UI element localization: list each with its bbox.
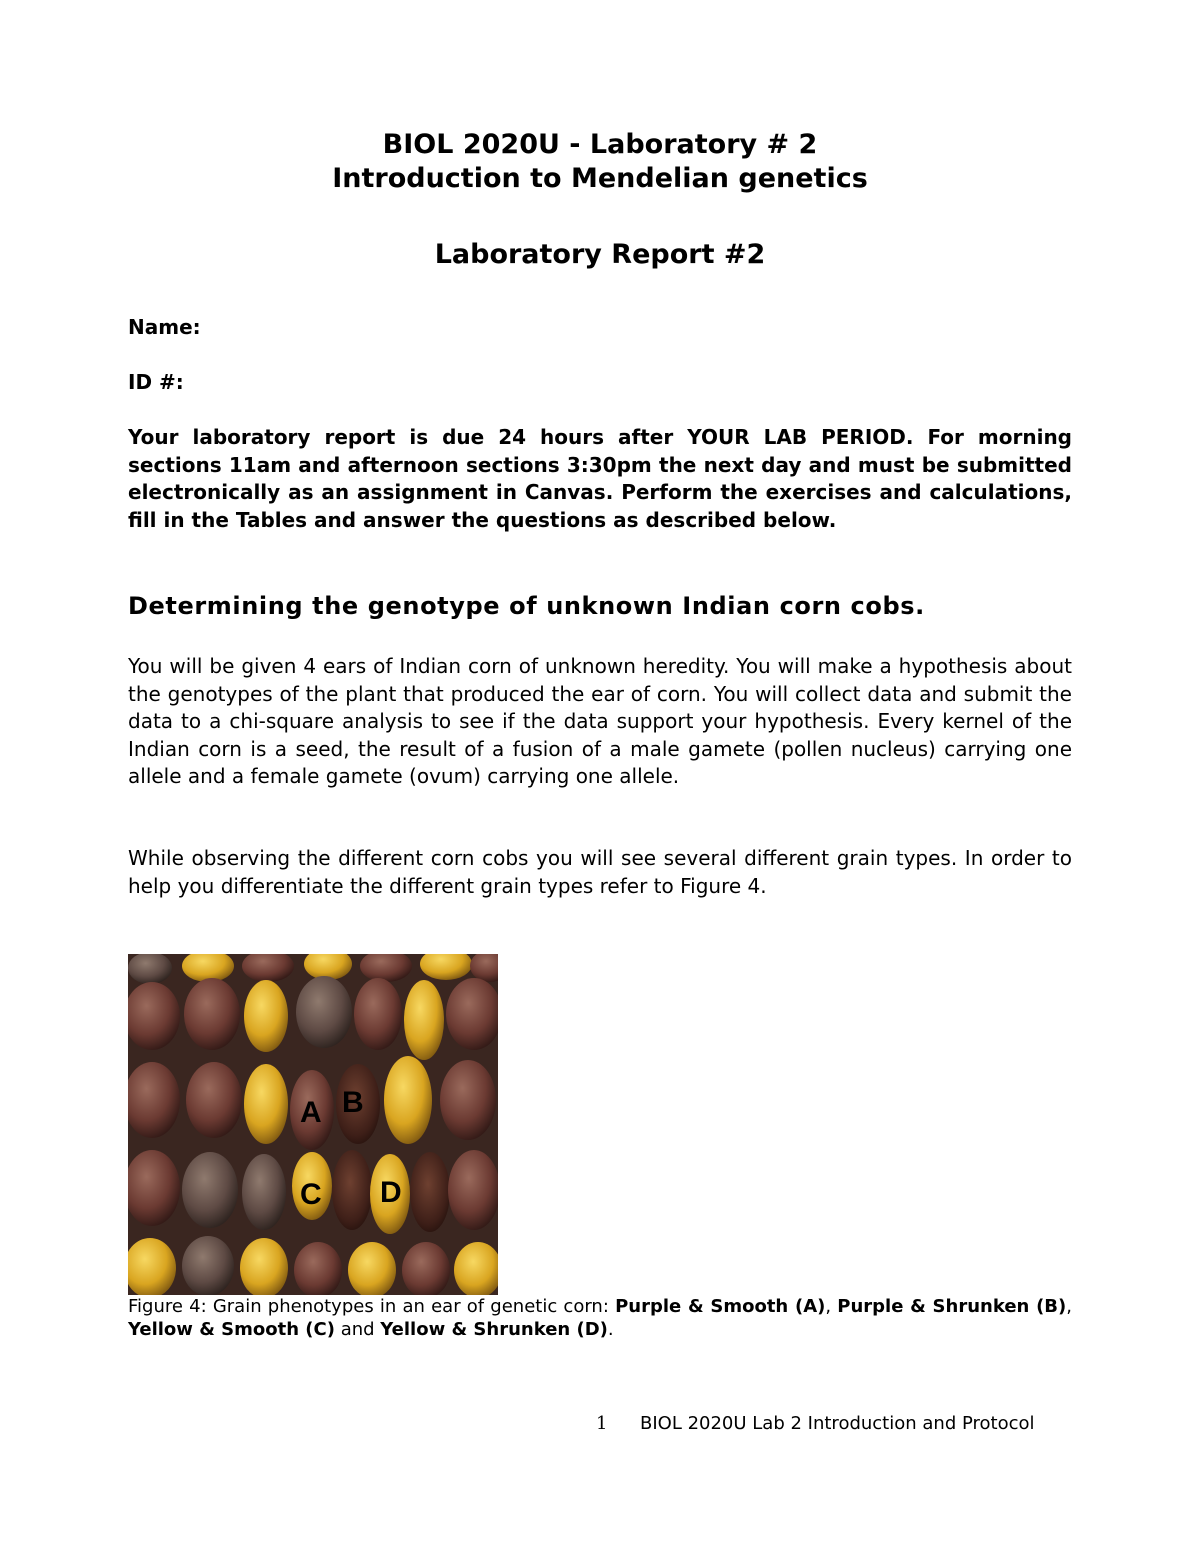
kernel-label-c: C [300, 1178, 322, 1211]
name-field-label: Name: [128, 315, 201, 339]
observation-paragraph: While observing the different corn cobs you will see several different grain types. In order to help you differentiate the different grain types refer to Figure 4. [128, 846, 1072, 898]
caption-separator: and [334, 1319, 381, 1340]
phenotype-b: Purple & Shrunken (B) [837, 1296, 1067, 1317]
phenotype-a: Purple & Smooth (A) [615, 1296, 826, 1317]
caption-prefix: Figure 4: Grain phenotypes in an ear of genetic corn: [128, 1296, 616, 1317]
kernel-label-a: A [300, 1096, 322, 1129]
kernel-label-b: B [342, 1086, 364, 1119]
caption-separator: , [1066, 1296, 1072, 1317]
id-field-label: ID #: [128, 370, 184, 394]
caption-separator: , [825, 1296, 838, 1317]
caption-end: . [607, 1319, 614, 1340]
corn-kernel-photo [128, 954, 498, 1295]
kernel-label-d: D [380, 1176, 402, 1209]
intro-paragraph: You will be given 4 ears of Indian corn of unknown heredity. You will make a hypothesis about the genotypes of the plant that produced the ear of corn. You will collect data and submit the data to a chi-square analysis to see if the data support your hypothesis. Every kernel of the Indian corn is a seed, the result of a fusion of a male gamete (pollen nucleus) carrying one allele and a female gamete (ovum) carrying one allele. [128, 654, 1072, 788]
phenotype-c: Yellow & Smooth (C) [128, 1319, 335, 1340]
lab-title [128, 128, 1072, 196]
report-title: Laboratory Report #2 [434, 239, 766, 270]
footer-text: BIOL 2020U Lab 2 Introduction and Protocol [640, 1413, 1035, 1434]
lab-topic-heading: Introduction to Mendelian genetics [332, 163, 868, 194]
section-heading: Determining the genotype of unknown Indian corn cobs. [128, 592, 925, 620]
due-notice: Your laboratory report is due 24 hours after YOUR LAB PERIOD. For morning sections 11am and afternoon sections 3:30pm the next day and must be submitted electronically as an assignment in Canvas. Perform the exercises and calculations, fill in the Tables and answer the questions as described below. [128, 425, 1072, 532]
page-footer [596, 1412, 1035, 1436]
page-number: 1 [596, 1413, 608, 1434]
course-lab-heading: BIOL 2020U - Laboratory # 2 [382, 129, 818, 160]
phenotype-d: Yellow & Shrunken (D) [380, 1319, 608, 1340]
figure-caption [128, 1295, 1072, 1341]
